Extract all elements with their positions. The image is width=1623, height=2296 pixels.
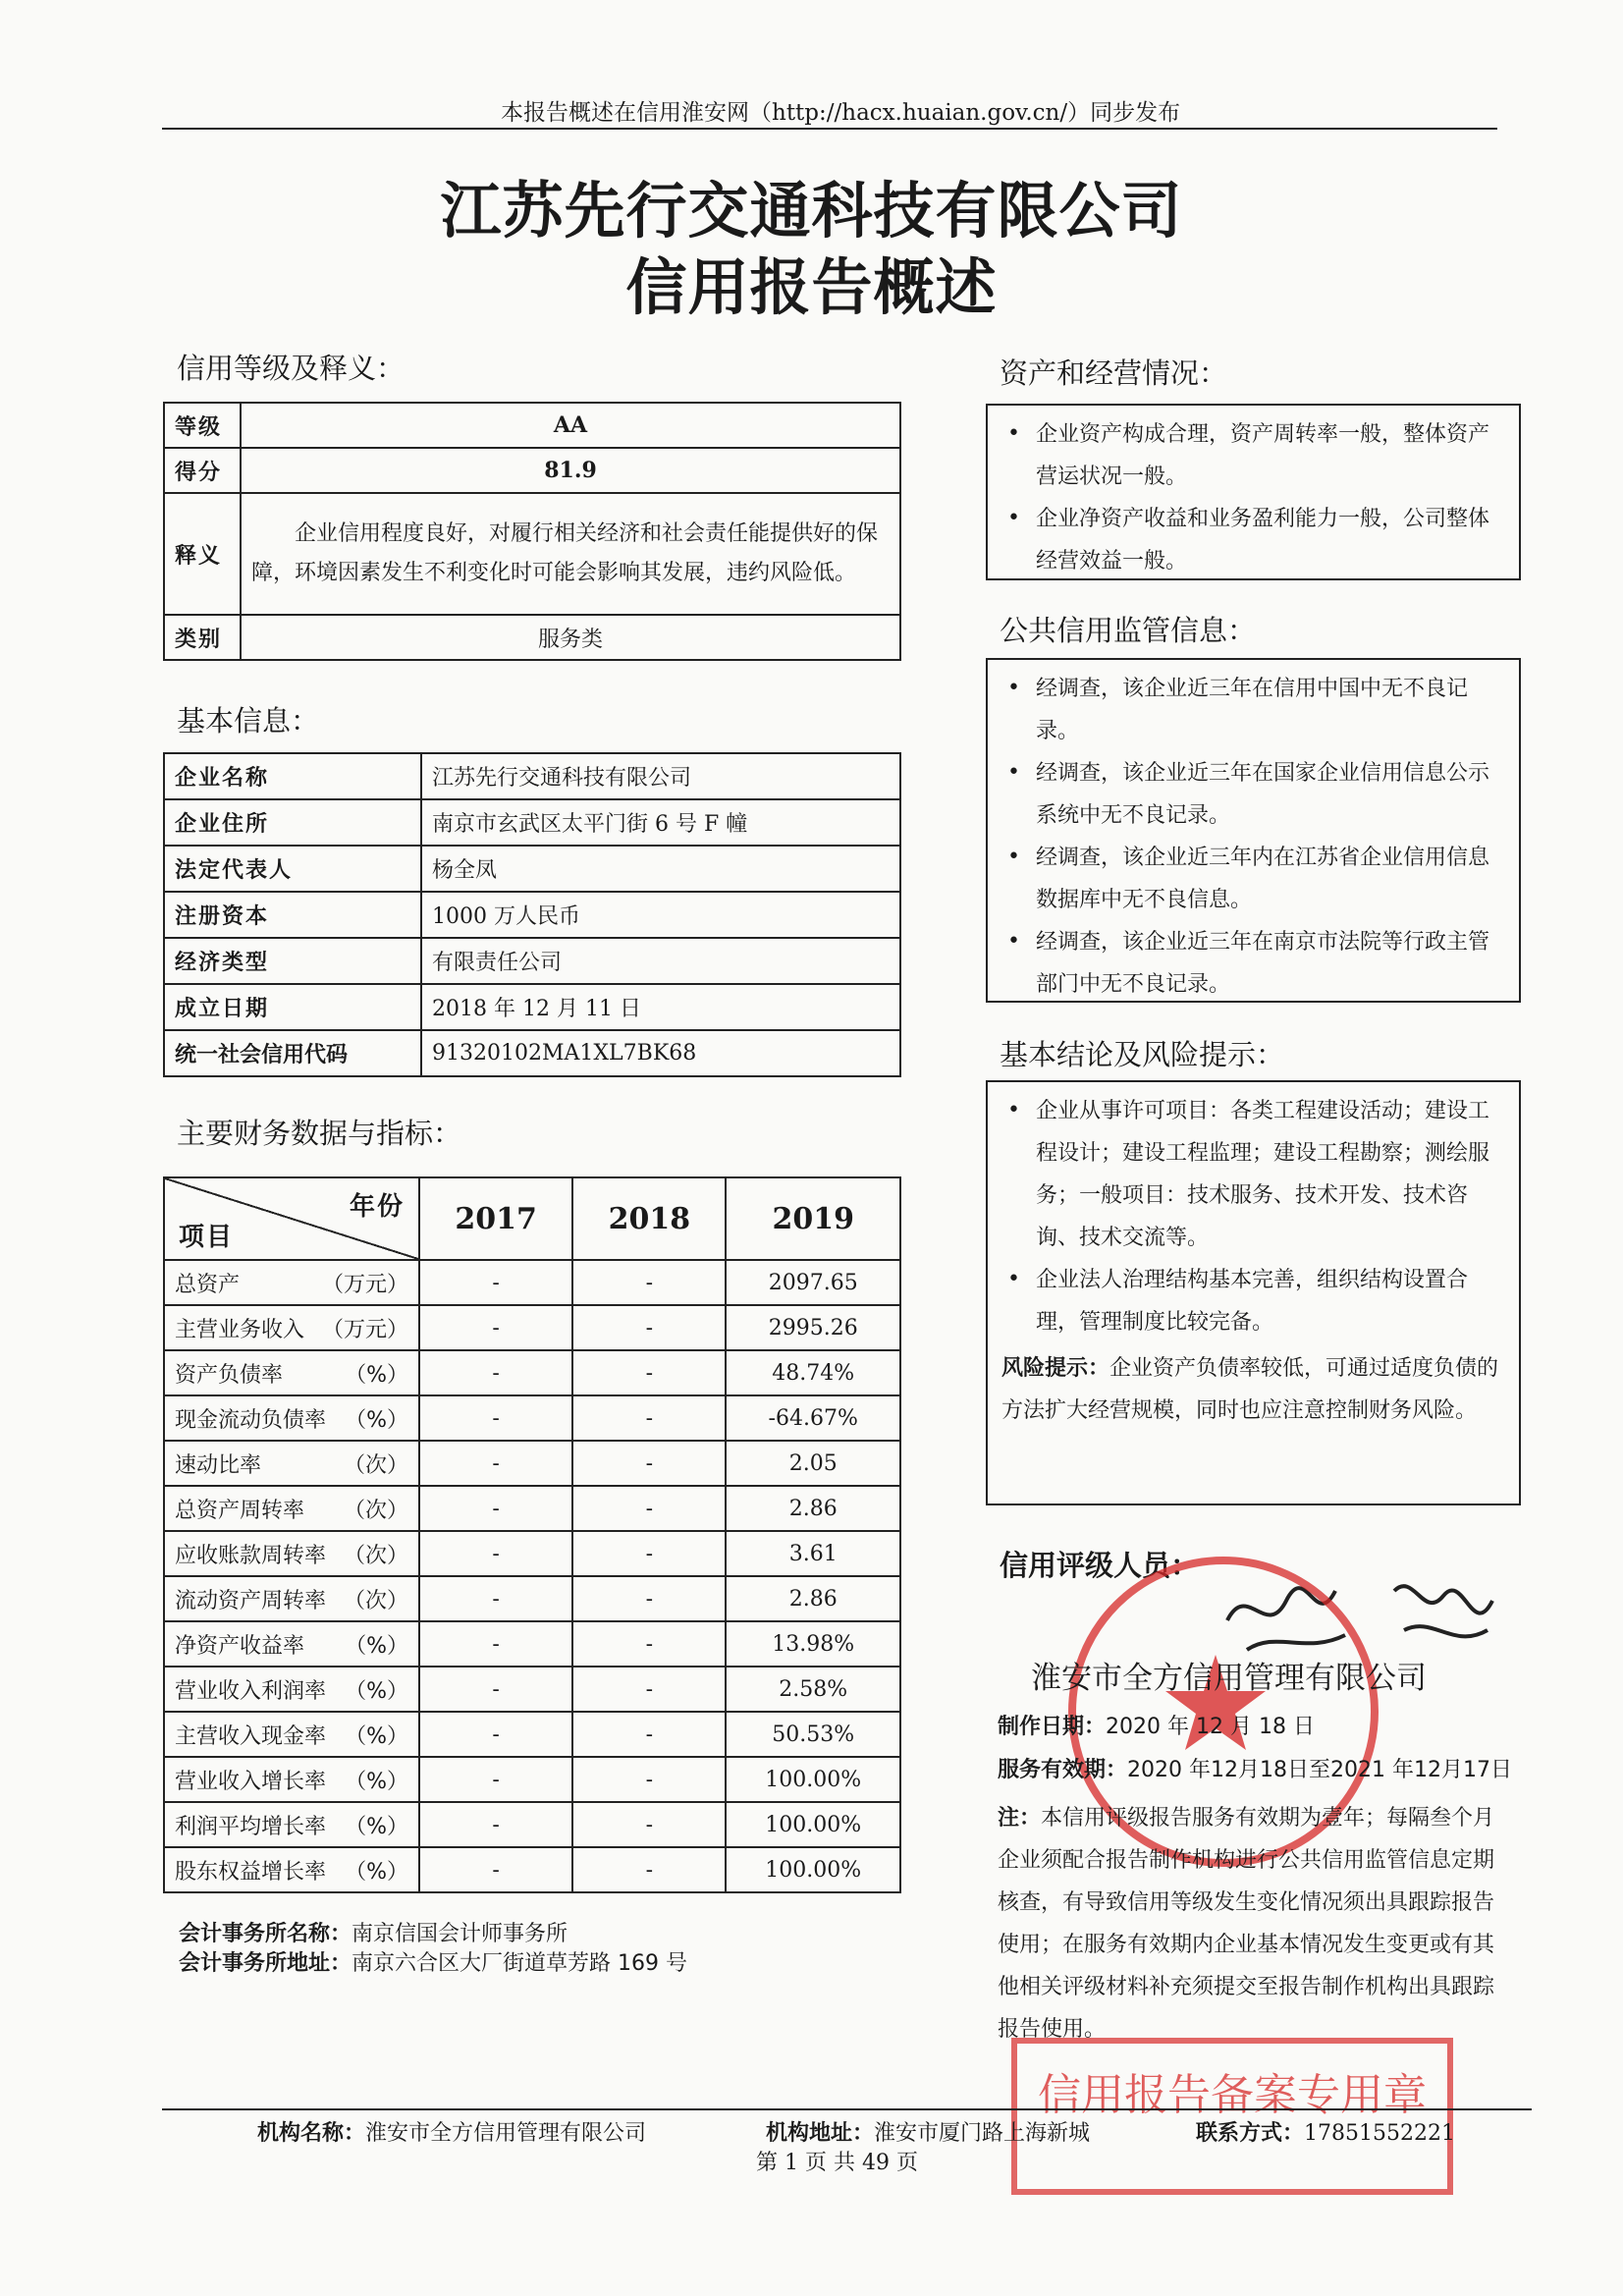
- assets-item: • 企业净资产收益和业务盈利能力一般，公司整体经营效益一般。: [1001, 498, 1505, 582]
- finance-value-2019: 2.05: [726, 1441, 900, 1486]
- assets-item: • 企业资产构成合理，资产周转率一般，整体资产营运状况一般。: [1001, 413, 1505, 498]
- report-title: 信用报告概述: [625, 251, 998, 323]
- basic-label: 成立日期: [164, 984, 421, 1030]
- finance-value-2019: 100.00%: [726, 1757, 900, 1802]
- finance-value-2017: -: [419, 1531, 572, 1576]
- basic-value: 杨全凤: [421, 846, 900, 892]
- grade-label: 等级: [164, 403, 241, 448]
- finance-item: [164, 1486, 419, 1531]
- finance-value-2019: 48.74%: [726, 1350, 900, 1395]
- grade-value: AA: [241, 403, 900, 448]
- firm-name-label: 会计事务所名称：: [179, 1922, 352, 1946]
- footer-rule: [162, 2108, 1532, 2110]
- corner-cell: [164, 1177, 419, 1260]
- finance-item: [164, 1350, 419, 1395]
- public-section-title: 公共信用监管信息：: [1000, 614, 1257, 647]
- finance-value-2017: -: [419, 1486, 572, 1531]
- rater-company: 淮安市全方信用管理有限公司: [1031, 1661, 1427, 1696]
- finance-value-2019: 2097.65: [726, 1260, 900, 1305]
- finance-value-2017: -: [419, 1712, 572, 1757]
- finance-row: [164, 1802, 900, 1847]
- conclusion-section-title: 基本结论及风险提示：: [1000, 1038, 1285, 1071]
- finance-value-2019: 100.00%: [726, 1847, 900, 1892]
- rating-table: [163, 402, 901, 661]
- finance-value-2018: -: [572, 1621, 726, 1667]
- risk-label: 风险提示：: [1001, 1356, 1110, 1381]
- finance-value-2017: -: [419, 1576, 572, 1621]
- conclusion-box: [986, 1080, 1521, 1505]
- risk-text: 企业资产负债率较低，可通过适度负债的方法扩大经营规模，同时也应注意控制财务风险。: [1001, 1356, 1499, 1423]
- finance-item-name: 现金流动负债率: [175, 1407, 327, 1433]
- header-rule: [162, 128, 1497, 130]
- finance-item-unit: （次）: [343, 1498, 408, 1523]
- finance-item-name: 营业收入利润率: [175, 1678, 327, 1704]
- finance-row: [164, 1350, 900, 1395]
- explain-label: 释义: [164, 493, 241, 615]
- page-number: 第 1 页 共 49 页: [756, 2151, 918, 2175]
- filing-stamp-text: 信用报告备案专用章: [1038, 2070, 1427, 2120]
- finance-item-name: 资产负债率: [175, 1362, 284, 1388]
- finance-value-2017: -: [419, 1395, 572, 1441]
- public-item: • 经调查，该企业近三年在国家企业信用信息公示系统中无不良记录。: [1001, 752, 1505, 837]
- footer-addr-value: 淮安市厦门路上海新城: [874, 2121, 1091, 2146]
- basic-info-table: [163, 752, 901, 1077]
- assets-box: [986, 404, 1521, 580]
- finance-row: [164, 1712, 900, 1757]
- basic-label: 企业名称: [164, 753, 421, 799]
- basic-label: 法定代表人: [164, 846, 421, 892]
- finance-value-2019: 2.86: [726, 1576, 900, 1621]
- firm-addr-label: 会计事务所地址：: [179, 1951, 352, 1976]
- finance-item-name: 营业收入增长率: [175, 1769, 327, 1794]
- finance-value-2018: -: [572, 1260, 726, 1305]
- basic-label: 经济类型: [164, 938, 421, 984]
- finance-value-2018: -: [572, 1350, 726, 1395]
- made-date-line: [998, 1710, 1315, 1740]
- public-item: • 经调查，该企业近三年在信用中国中无不良记录。: [1001, 668, 1505, 752]
- note-text: 本信用评级报告服务有效期为壹年；每隔叁个月企业须配合报告制作机构进行公共信用监管信息定期核查，有导致信用等级发生变化情况须出具跟踪报告使用；在服务有效期内企业基本情况发生变更或有其他相关评级材料补充须提交至报告制作机构出具跟踪报告使用。: [998, 1806, 1495, 2042]
- basic-label: 企业住所: [164, 799, 421, 846]
- finance-item-unit: （次）: [343, 1452, 408, 1478]
- basic-label: 注册资本: [164, 892, 421, 938]
- finance-value-2019: 50.53%: [726, 1712, 900, 1757]
- finance-row: [164, 1667, 900, 1712]
- score-label: 得分: [164, 448, 241, 493]
- finance-value-2018: -: [572, 1486, 726, 1531]
- public-item: • 经调查，该企业近三年内在江苏省企业信用信息数据库中无不良信息。: [1001, 837, 1505, 921]
- finance-item: [164, 1802, 419, 1847]
- finance-value-2019: 3.61: [726, 1531, 900, 1576]
- finance-item-unit: （万元）: [321, 1317, 408, 1342]
- finance-value-2019: 2995.26: [726, 1305, 900, 1350]
- finance-item-unit: （%）: [345, 1633, 408, 1659]
- finance-item: [164, 1576, 419, 1621]
- finance-item-unit: （万元）: [321, 1272, 408, 1297]
- footer-org-label: 机构名称：: [257, 2121, 366, 2146]
- finance-item-name: 总资产周转率: [175, 1498, 305, 1523]
- basic-value: 1000 万人民币: [421, 892, 900, 938]
- footer-contact: [1196, 2116, 1455, 2147]
- finance-item: [164, 1395, 419, 1441]
- finance-item: [164, 1757, 419, 1802]
- finance-item: [164, 1621, 419, 1667]
- finance-row: [164, 1847, 900, 1892]
- category-value: 服务类: [241, 615, 900, 660]
- finance-row: [164, 1395, 900, 1441]
- finance-row: [164, 1621, 900, 1667]
- finance-row: [164, 1576, 900, 1621]
- finance-value-2018: -: [572, 1847, 726, 1892]
- basic-value: 2018 年 12 月 11 日: [421, 984, 900, 1030]
- made-date-label: 制作日期：: [998, 1715, 1107, 1739]
- finance-row: [164, 1757, 900, 1802]
- finance-item-name: 利润平均增长率: [175, 1814, 327, 1839]
- finance-value-2018: -: [572, 1576, 726, 1621]
- finance-item: [164, 1441, 419, 1486]
- finance-value-2019: 2.58%: [726, 1667, 900, 1712]
- public-item: • 经调查，该企业近三年在南京市法院等行政主管部门中无不良记录。: [1001, 921, 1505, 1006]
- finance-item-unit: （%）: [345, 1362, 408, 1388]
- finance-value-2018: -: [572, 1712, 726, 1757]
- finance-value-2017: -: [419, 1350, 572, 1395]
- finance-item-unit: （次）: [343, 1543, 408, 1568]
- finance-item-name: 股东权益增长率: [175, 1859, 327, 1885]
- finance-item-name: 速动比率: [175, 1452, 262, 1478]
- finance-value-2019: 100.00%: [726, 1802, 900, 1847]
- finance-value-2017: -: [419, 1802, 572, 1847]
- footer-contact-label: 联系方式：: [1196, 2121, 1305, 2146]
- finance-item-name: 应收账款周转率: [175, 1543, 327, 1568]
- footer-contact-value: 17851552221: [1304, 2121, 1455, 2146]
- note-label: 注：: [998, 1806, 1042, 1831]
- finance-value-2017: -: [419, 1441, 572, 1486]
- finance-value-2019: -64.67%: [726, 1395, 900, 1441]
- basic-label: 统一社会信用代码: [164, 1030, 421, 1076]
- footer-org-value: 淮安市全方信用管理有限公司: [365, 2121, 647, 2146]
- publication-note: 本报告概述在信用淮安网（http://hacx.huaian.gov.cn/）同步发布: [501, 100, 1181, 126]
- year-header: 2017: [419, 1177, 572, 1260]
- valid-line: [998, 1753, 1512, 1783]
- finance-item-unit: （%）: [345, 1678, 408, 1704]
- accounting-firm-info: [179, 1920, 687, 1979]
- finance-item-name: 主营收入现金率: [175, 1723, 327, 1749]
- finance-item: [164, 1531, 419, 1576]
- made-date: 2020 年 12 月 18 日: [1106, 1715, 1315, 1739]
- finance-item: [164, 1305, 419, 1350]
- finance-section-title: 主要财务数据与指标：: [177, 1117, 462, 1150]
- finance-value-2017: -: [419, 1621, 572, 1667]
- basic-value: 有限责任公司: [421, 938, 900, 984]
- finance-value-2017: -: [419, 1847, 572, 1892]
- raters-section-title: 信用评级人员：: [1000, 1549, 1200, 1582]
- finance-rows: [164, 1260, 900, 1892]
- finance-table: [163, 1176, 901, 1893]
- finance-row: [164, 1486, 900, 1531]
- assets-section-title: 资产和经营情况：: [1000, 356, 1228, 390]
- firm-addr: 南京六合区大厂街道草芳路 169 号: [352, 1951, 687, 1976]
- finance-value-2018: -: [572, 1757, 726, 1802]
- finance-value-2017: -: [419, 1260, 572, 1305]
- finance-item-unit: （%）: [345, 1407, 408, 1433]
- finance-value-2018: -: [572, 1531, 726, 1576]
- finance-item-name: 主营业务收入: [175, 1317, 305, 1342]
- finance-item-name: 流动资产周转率: [175, 1588, 327, 1613]
- conclusion-item: • 企业法人治理结构基本完善，组织结构设置合理，管理制度比较完备。: [1001, 1259, 1505, 1343]
- category-label: 类别: [164, 615, 241, 660]
- finance-value-2018: -: [572, 1802, 726, 1847]
- finance-item-unit: （%）: [345, 1814, 408, 1839]
- risk-note: [1001, 1347, 1505, 1432]
- finance-value-2018: -: [572, 1441, 726, 1486]
- corner-year: 年份: [349, 1192, 405, 1222]
- finance-value-2017: -: [419, 1667, 572, 1712]
- finance-item-unit: （%）: [345, 1769, 408, 1794]
- finance-row: [164, 1260, 900, 1305]
- finance-item-unit: （%）: [345, 1723, 408, 1749]
- finance-row: [164, 1441, 900, 1486]
- finance-value-2019: 2.86: [726, 1486, 900, 1531]
- finance-item-unit: （%）: [345, 1859, 408, 1885]
- finance-item-unit: （次）: [343, 1588, 408, 1613]
- finance-value-2017: -: [419, 1757, 572, 1802]
- finance-value-2018: -: [572, 1305, 726, 1350]
- corner-item: 项目: [179, 1223, 235, 1252]
- valid-label: 服务有效期：: [998, 1758, 1128, 1782]
- score-value: 81.9: [241, 448, 900, 493]
- company-title: 江苏先行交通科技有限公司: [440, 175, 1183, 246]
- firm-name: 南京信国会计师事务所: [352, 1922, 568, 1946]
- year-header: 2019: [726, 1177, 900, 1260]
- finance-item-name: 净资产收益率: [175, 1633, 305, 1659]
- footer-addr-label: 机构地址：: [766, 2121, 875, 2146]
- basic-value: 江苏先行交通科技有限公司: [421, 753, 900, 799]
- finance-value-2017: -: [419, 1305, 572, 1350]
- conclusion-item: • 企业从事许可项目：各类工程建设活动；建设工程设计；建设工程监理；建设工程勘察；测绘服务；一般项目：技术服务、技术开发、技术咨询、技术交流等。: [1001, 1090, 1505, 1259]
- finance-row: [164, 1531, 900, 1576]
- valid-range: 2020 年12月18日至2021 年12月17日: [1127, 1758, 1512, 1782]
- finance-item: [164, 1847, 419, 1892]
- finance-item-name: 总资产: [175, 1272, 241, 1297]
- finance-item: [164, 1712, 419, 1757]
- footer-org: [257, 2116, 646, 2147]
- public-box: [986, 658, 1521, 1003]
- service-note: [998, 1797, 1498, 2050]
- basic-value: 91320102MA1XL7BK68: [421, 1030, 900, 1076]
- finance-row: [164, 1305, 900, 1350]
- year-header: 2018: [572, 1177, 726, 1260]
- rating-section-title: 信用等级及释义：: [177, 352, 406, 385]
- finance-value-2018: -: [572, 1667, 726, 1712]
- finance-value-2019: 13.98%: [726, 1621, 900, 1667]
- basic-section-title: 基本信息：: [177, 704, 320, 738]
- finance-item: [164, 1667, 419, 1712]
- footer-addr: [766, 2116, 1090, 2147]
- finance-item: [164, 1260, 419, 1305]
- basic-value: 南京市玄武区太平门街 6 号 F 幢: [421, 799, 900, 846]
- explain-text: 企业信用程度良好，对履行相关经济和社会责任能提供好的保障，环境因素发生不利变化时可能会影响其发展，违约风险低。: [241, 493, 900, 615]
- finance-value-2018: -: [572, 1395, 726, 1441]
